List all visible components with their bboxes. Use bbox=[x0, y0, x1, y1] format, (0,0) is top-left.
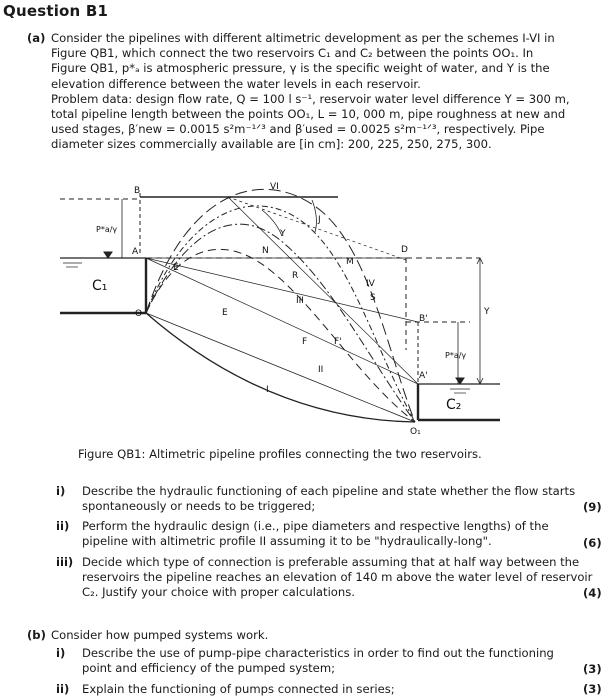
label-pa-right: P*a/γ bbox=[445, 351, 467, 360]
piezo-line-4 bbox=[228, 197, 418, 384]
label-c1: C₁ bbox=[92, 278, 108, 294]
subq-number: ii) bbox=[56, 519, 70, 533]
label-f-prime: F' bbox=[334, 337, 342, 347]
subq-text bbox=[82, 682, 395, 697]
part-a-line: used stages, β′new = 0.0015 s²m⁻¹ᐟ³ and β′used = 0.0025 s²m⁻¹ᐟ³, respectively. Pipe bbox=[51, 122, 545, 137]
subq-text bbox=[82, 484, 575, 514]
subq-text bbox=[82, 519, 549, 549]
subq-line: Describe the hydraulic functioning of each pipeline and state whether the flow starts bbox=[82, 484, 576, 498]
part-a-text bbox=[51, 31, 570, 153]
label-o: O bbox=[135, 309, 143, 319]
label-b-prime: B' bbox=[419, 314, 428, 324]
label-o1: O₁ bbox=[410, 427, 421, 437]
piezo-line-1 bbox=[146, 258, 418, 322]
label-e: E bbox=[222, 308, 228, 318]
label-f: F bbox=[302, 337, 308, 347]
marks-a-i: (9) bbox=[583, 500, 602, 514]
profile-iii bbox=[146, 224, 415, 422]
part-a-line: Figure QB1, p*ₐ is atmospheric pressure, γ is the specific weight of water, and Y is the bbox=[51, 61, 550, 76]
question-title: Question B1 bbox=[3, 2, 109, 20]
part-a-line: total pipeline length between the points OO₁, L = 10, 000 m, pipe roughness at new and bbox=[51, 107, 566, 122]
pipeline-figure bbox=[0, 175, 609, 440]
label-s: S bbox=[370, 293, 376, 303]
label-r: R bbox=[292, 271, 299, 281]
label-n: N bbox=[262, 246, 269, 256]
label-y-axis: Y bbox=[484, 307, 490, 317]
subq-line: C₂. Justify your choice with proper calculations. bbox=[82, 585, 355, 599]
marks-a-ii: (6) bbox=[583, 536, 602, 550]
label-pa-left: P*a/γ bbox=[96, 225, 118, 234]
part-b-intro: Consider how pumped systems work. bbox=[51, 628, 269, 642]
label-ii: II bbox=[318, 365, 324, 375]
label-vi: VI bbox=[270, 182, 279, 192]
part-a-label: (a) bbox=[27, 31, 46, 45]
marks-b-i: (3) bbox=[583, 662, 602, 676]
label-a-prime: A' bbox=[419, 371, 428, 381]
arrow-y bbox=[262, 210, 282, 236]
part-a-line: Figure QB1, which connect the two reservoirs C₁ and C₂ between the points OO₁. In bbox=[51, 46, 534, 61]
subq-line: Describe the use of pump-pipe characteristics in order to find out the functioning bbox=[82, 646, 554, 660]
subq-line: Perform the hydraulic design (i.e., pipe diameters and respective lengths) of the bbox=[82, 519, 549, 533]
subq-number: iii) bbox=[56, 555, 74, 569]
c1-level-marker bbox=[104, 252, 112, 258]
subq-line: Decide which type of connection is preferable assuming that at half way between the bbox=[82, 555, 580, 569]
subq-number: i) bbox=[56, 646, 66, 660]
subq-line: pipeline with altimetric profile II assuming it to be "hydraulically-long". bbox=[82, 534, 492, 548]
subq-text bbox=[82, 555, 592, 600]
subq-number: ii) bbox=[56, 682, 70, 696]
subq-line: reservoirs the pipeline reaches an elevation of 140 m above the water level of reservoir bbox=[82, 570, 593, 584]
part-a-line: Problem data: design flow rate, Q = 100 l s⁻¹, reservoir water level difference Y = 300 m, bbox=[51, 91, 570, 106]
label-b: B bbox=[134, 186, 141, 196]
label-j: J bbox=[318, 215, 321, 225]
label-i: I bbox=[266, 385, 269, 395]
profile-straight bbox=[146, 313, 415, 422]
label-iv: IV bbox=[366, 279, 375, 289]
part-a-line: elevation difference between the water levels in each reservoir. bbox=[51, 76, 421, 91]
part-b-label: (b) bbox=[27, 628, 46, 642]
subq-line: point and efficiency of the pumped system; bbox=[82, 661, 336, 675]
label-d: D bbox=[401, 245, 408, 255]
label-e-prime: E' bbox=[173, 263, 182, 273]
piezo-line-5 bbox=[146, 258, 418, 384]
label-c2: C₂ bbox=[446, 397, 462, 413]
subq-line: spontaneously or needs to be triggered; bbox=[82, 499, 316, 513]
profile-vi bbox=[146, 189, 415, 422]
label-iii: III bbox=[296, 296, 304, 306]
piezo-line-3 bbox=[228, 197, 406, 260]
label-a: A bbox=[132, 247, 139, 257]
subq-text bbox=[82, 646, 554, 676]
c2-level-marker bbox=[456, 378, 464, 384]
marks-a-iii: (4) bbox=[583, 586, 602, 600]
subq-number: i) bbox=[56, 484, 66, 498]
part-a-line: diameter sizes commercially available are [in cm]: 200, 225, 250, 275, 300. bbox=[51, 137, 492, 152]
marks-b-ii: (3) bbox=[583, 682, 602, 696]
figure-caption: Figure QB1: Altimetric pipeline profiles connecting the two reservoirs. bbox=[78, 447, 482, 461]
label-y-point: Y bbox=[280, 229, 286, 239]
part-a-line: Consider the pipelines with different altimetric development as per the schemes I-VI in bbox=[51, 31, 555, 45]
subq-line: Explain the functioning of pumps connected in series; bbox=[82, 682, 395, 696]
label-m: M bbox=[346, 257, 354, 267]
